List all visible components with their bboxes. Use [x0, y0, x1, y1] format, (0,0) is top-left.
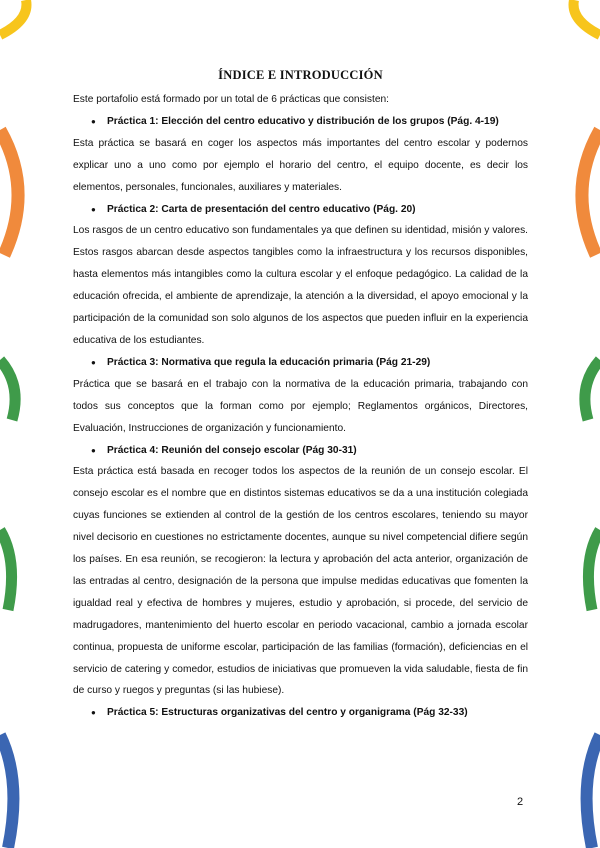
green-arc-decoration — [588, 530, 600, 610]
section-heading-text: Práctica 1: Elección del centro educativo y distribución de los grupos (Pág. 4-19) — [107, 115, 499, 127]
page-number: 2 — [517, 796, 524, 808]
section-heading-text: Práctica 5: Estructuras organizativas del centro y organigrama (Pág 32-33) — [107, 707, 468, 719]
yellow-arc-decoration — [0, 0, 26, 35]
bullet-icon: ● — [91, 357, 96, 367]
section-body-4: Esta práctica está basada en recoger todos los aspectos de la reunión de un consejo escolar. El consejo escolar es el nombre que en distintos sistemas educativos se da a una institución colegiada cuyas funciones se extienden al control de la gestión de los centros escolares, teniendo su mayor nivel decisorio en cuestiones no estrictamente docentes, aunque su nivel competencial difiere según los países. En esa reunión, se recogieron: la lectura y aprobación del acta anterior, organización de las entradas al centro, designación de la persona que impulse medidas educativas que fomenten la igualdad real y efectiva de hombres y mujeres, estudio y aprobación, si procede, del servicio de madrugadores, mantenimiento del huerto escolar en periodo vacacional, cambio a jornada escolar continua, propuesta de uniforme escolar, participación de las familias (formación), deficiencias en el servicio de catering y comedor, estudios de iniciativas que promueven la vida saludable, fiesta de fin de curso y ruegos y preguntas (si las hubiese). — [73, 466, 528, 697]
yellow-arc-decoration — [574, 0, 600, 35]
document-page — [73, 68, 528, 724]
section-heading-1 — [73, 111, 528, 133]
left-decorative-border — [0, 0, 40, 848]
right-decorative-border — [560, 0, 600, 848]
orange-arc-decoration — [0, 130, 18, 255]
section-heading-5 — [73, 702, 528, 724]
section-heading-4 — [73, 440, 528, 462]
section-body-1: Esta práctica se basará en coger los aspectos más importantes del centro escolar y podernos explicar uno a uno como por ejemplo el horario del centro, el equipo docente, es decir los elementos, personales, funcionales, auxiliares y materiales. — [73, 137, 528, 193]
blue-arc-decoration — [0, 735, 13, 848]
intro-paragraph: Este portafolio está formado por un total de 6 prácticas que consisten: — [73, 94, 389, 105]
bullet-icon: ● — [91, 445, 96, 455]
page-title: ÍNDICE E INTRODUCCIÓN — [218, 68, 383, 82]
bullet-icon: ● — [91, 708, 96, 718]
section-body-3: Práctica que se basará en el trabajo con la normativa de la educación primaria, trabajando con todos sus conceptos que la forman como por ejemplo; Reglamentos orgánicos, Directores, Evaluación, Instrucciones de organización y funcionamiento. — [73, 378, 528, 434]
section-body-2: Los rasgos de un centro educativo son fundamentales ya que definen su identidad, misión y valores. Estos rasgos abarcan desde aspectos tangibles como la infraestructura y los recursos disponibles, hasta elementos más intangibles como la cultura escolar y el enfoque pedagógico. La calidad de la educación ofrecida, el ambiente de aprendizaje, la atención a la diversidad, el apoyo emocional y la participación de la comunidad son solo algunos de los aspectos que pueden influir en la experiencia educativa de los estudiantes. — [73, 225, 528, 346]
green-arc-decoration — [585, 360, 600, 420]
bullet-icon: ● — [91, 204, 96, 214]
section-heading-text: Práctica 4: Reunión del consejo escolar (Pág 30-31) — [107, 444, 357, 456]
section-heading-3 — [73, 352, 528, 374]
green-arc-decoration — [0, 530, 12, 610]
blue-arc-decoration — [587, 735, 600, 848]
section-heading-text: Práctica 2: Carta de presentación del centro educativo (Pág. 20) — [107, 203, 416, 215]
section-heading-text: Práctica 3: Normativa que regula la educación primaria (Pág 21-29) — [107, 356, 431, 368]
bullet-icon: ● — [91, 116, 96, 126]
green-arc-decoration — [0, 360, 15, 420]
section-heading-2 — [73, 199, 528, 221]
orange-arc-decoration — [582, 130, 600, 255]
